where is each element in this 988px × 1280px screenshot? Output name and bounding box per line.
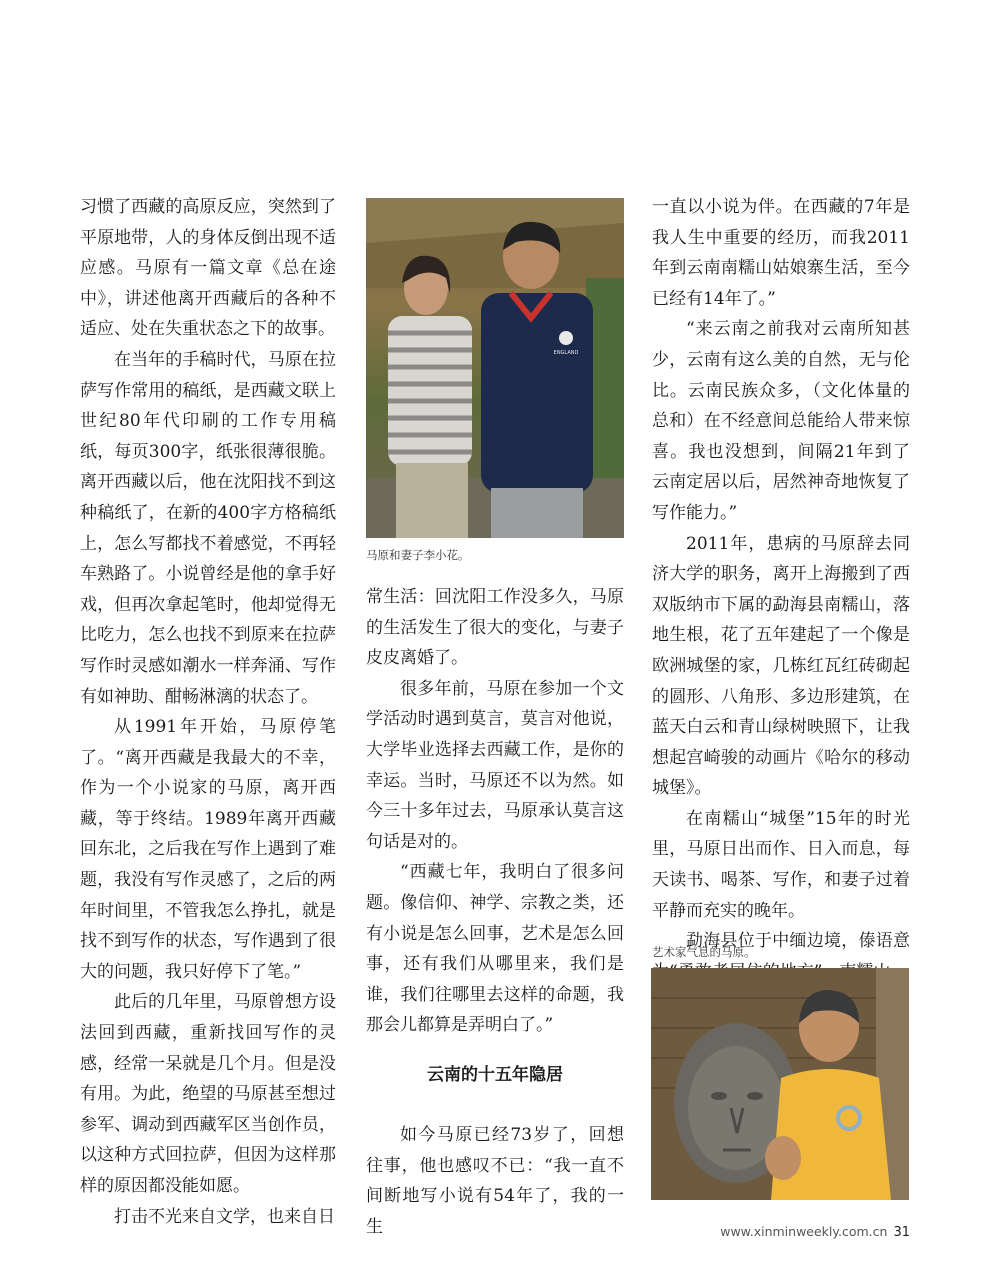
paragraph: 2011年，患病的马原辞去同济大学的职务，离开上海搬到了西双版纳市下属的勐海县南糯山，落地生根，花了五年建起了一个像是欧洲城堡的家，几栋红瓦红砖砌起的圆形、八角形、多边形建筑，在蓝天白云和青山绿树映照下，让我想起宫崎骏的动画片《哈尔的移动城堡》。 <box>652 533 910 799</box>
paragraph: 打击不光来自文学，也来自日 <box>114 1206 335 1227</box>
paragraph: 在南糯山“城堡”15年的时光里，马原日出而作、日入而息，每天读书、喝茶、写作，和妻子过着平静而充实的晚年。 <box>652 808 910 921</box>
page-number: 31 <box>893 1225 910 1240</box>
photo-caption: 马原和妻子李小花。 <box>366 548 470 562</box>
artist-photo <box>651 968 909 1200</box>
paragraph: 常生活：回沈阳工作没多久，马原的生活发生了很大的变化，与妻子皮皮离婚了。 <box>366 587 624 669</box>
shirt-logo-text: ENGLAND <box>553 350 579 356</box>
section-heading: 云南的十五年隐居 <box>427 1065 563 1085</box>
couple-photo <box>366 198 624 538</box>
page-footer <box>720 1224 910 1240</box>
article-column-2 <box>366 582 624 1041</box>
paragraph: “西藏七年，我明白了很多问题。像信仰、神学、宗教之类，还有小说是怎么回事，艺术是怎么回事，还有我们从哪里来，我们是谁，我们往哪里去这样的命题，我那会儿都算是弄明白了。” <box>366 862 624 1036</box>
paragraph: 在当年的手稿时代，马原在拉萨写作常用的稿纸，是西藏文联上世纪80年代印刷的工作专用稿纸，每页300字，纸张很薄很脆。离开西藏以后，他在沈阳找不到这种稿纸了，在新的400字方格稿纸上，怎么写都找不着感觉，不再轻车熟路了。小说曾经是他的拿手好戏，但再次拿起笔时，他却觉得无比吃力，怎么也找不到原来在拉萨写作时灵感如潮水一样奔涌、写作有如神助、酣畅淋漓的状态了。 <box>80 349 336 707</box>
paragraph: 习惯了西藏的高原反应，突然到了平原地带，人的身体反倒出现不适应感。马原有一篇文章《总在途中》，讲述他离开西藏后的各种不适应、处在失重状态之下的故事。 <box>80 197 336 340</box>
couple-photo-illustration <box>366 198 624 538</box>
paragraph: 从1991年开始，马原停笔了。“离开西藏是我最大的不幸，作为一个小说家的马原，离开西藏，等于终结。1989年离开西藏回东北，之后我在写作上遇到了难题，我没有写作灵感了，之后的两年时间里，不管我怎么挣扎，就是找不到写作的状态，写作遇到了很大的问题，我只好停下了笔。” <box>80 717 336 982</box>
paragraph: 勐海县位于中缅边境，傣语意 <box>686 931 910 952</box>
paragraph: 如今马原已经73岁了，回想往事，他也感叹不已：“我一直不间断地写小说有54年了，我的一生 <box>366 1125 624 1237</box>
footer-url[interactable]: www.xinminweekly.com.cn <box>720 1224 888 1239</box>
paragraph: 此后的几年里，马原曾想方设法回到西藏，重新找回写作的灵感，经常一呆就是几个月。但是没有用。为此，绝望的马原甚至想过参军、调动到西藏军区当创作员，以这种方式回拉萨，但因为这样那样的原因都没能如愿。 <box>80 992 336 1196</box>
artist-photo-illustration <box>651 968 909 1200</box>
paragraph: 很多年前，马原在参加一个文学活动时遇到莫言，莫言对他说，大学毕业选择去西藏工作，是你的幸运。当时，马原还不以为然。如今三十多年过去，马原承认莫言这句话是对的。 <box>366 678 624 852</box>
paragraph: 一直以小说为伴。在西藏的7年是我人生中重要的经历，而我2011年到云南南糯山姑娘寨生活，至今已经有14年了。” <box>652 197 910 309</box>
photo-caption: 艺术家气息的马原。 <box>652 945 756 959</box>
article-column-1 <box>80 192 336 1232</box>
article-column-2-continued <box>366 1120 624 1242</box>
article-column-3 <box>652 192 910 987</box>
paragraph: “来云南之前我对云南所知甚少，云南有这么美的自然，无与伦比。云南民族众多，（文化体量的总和）在不经意间总能给人带来惊喜。我也没想到，间隔21年到了云南定居以后，居然神奇地恢复了写作能力。” <box>652 319 910 523</box>
